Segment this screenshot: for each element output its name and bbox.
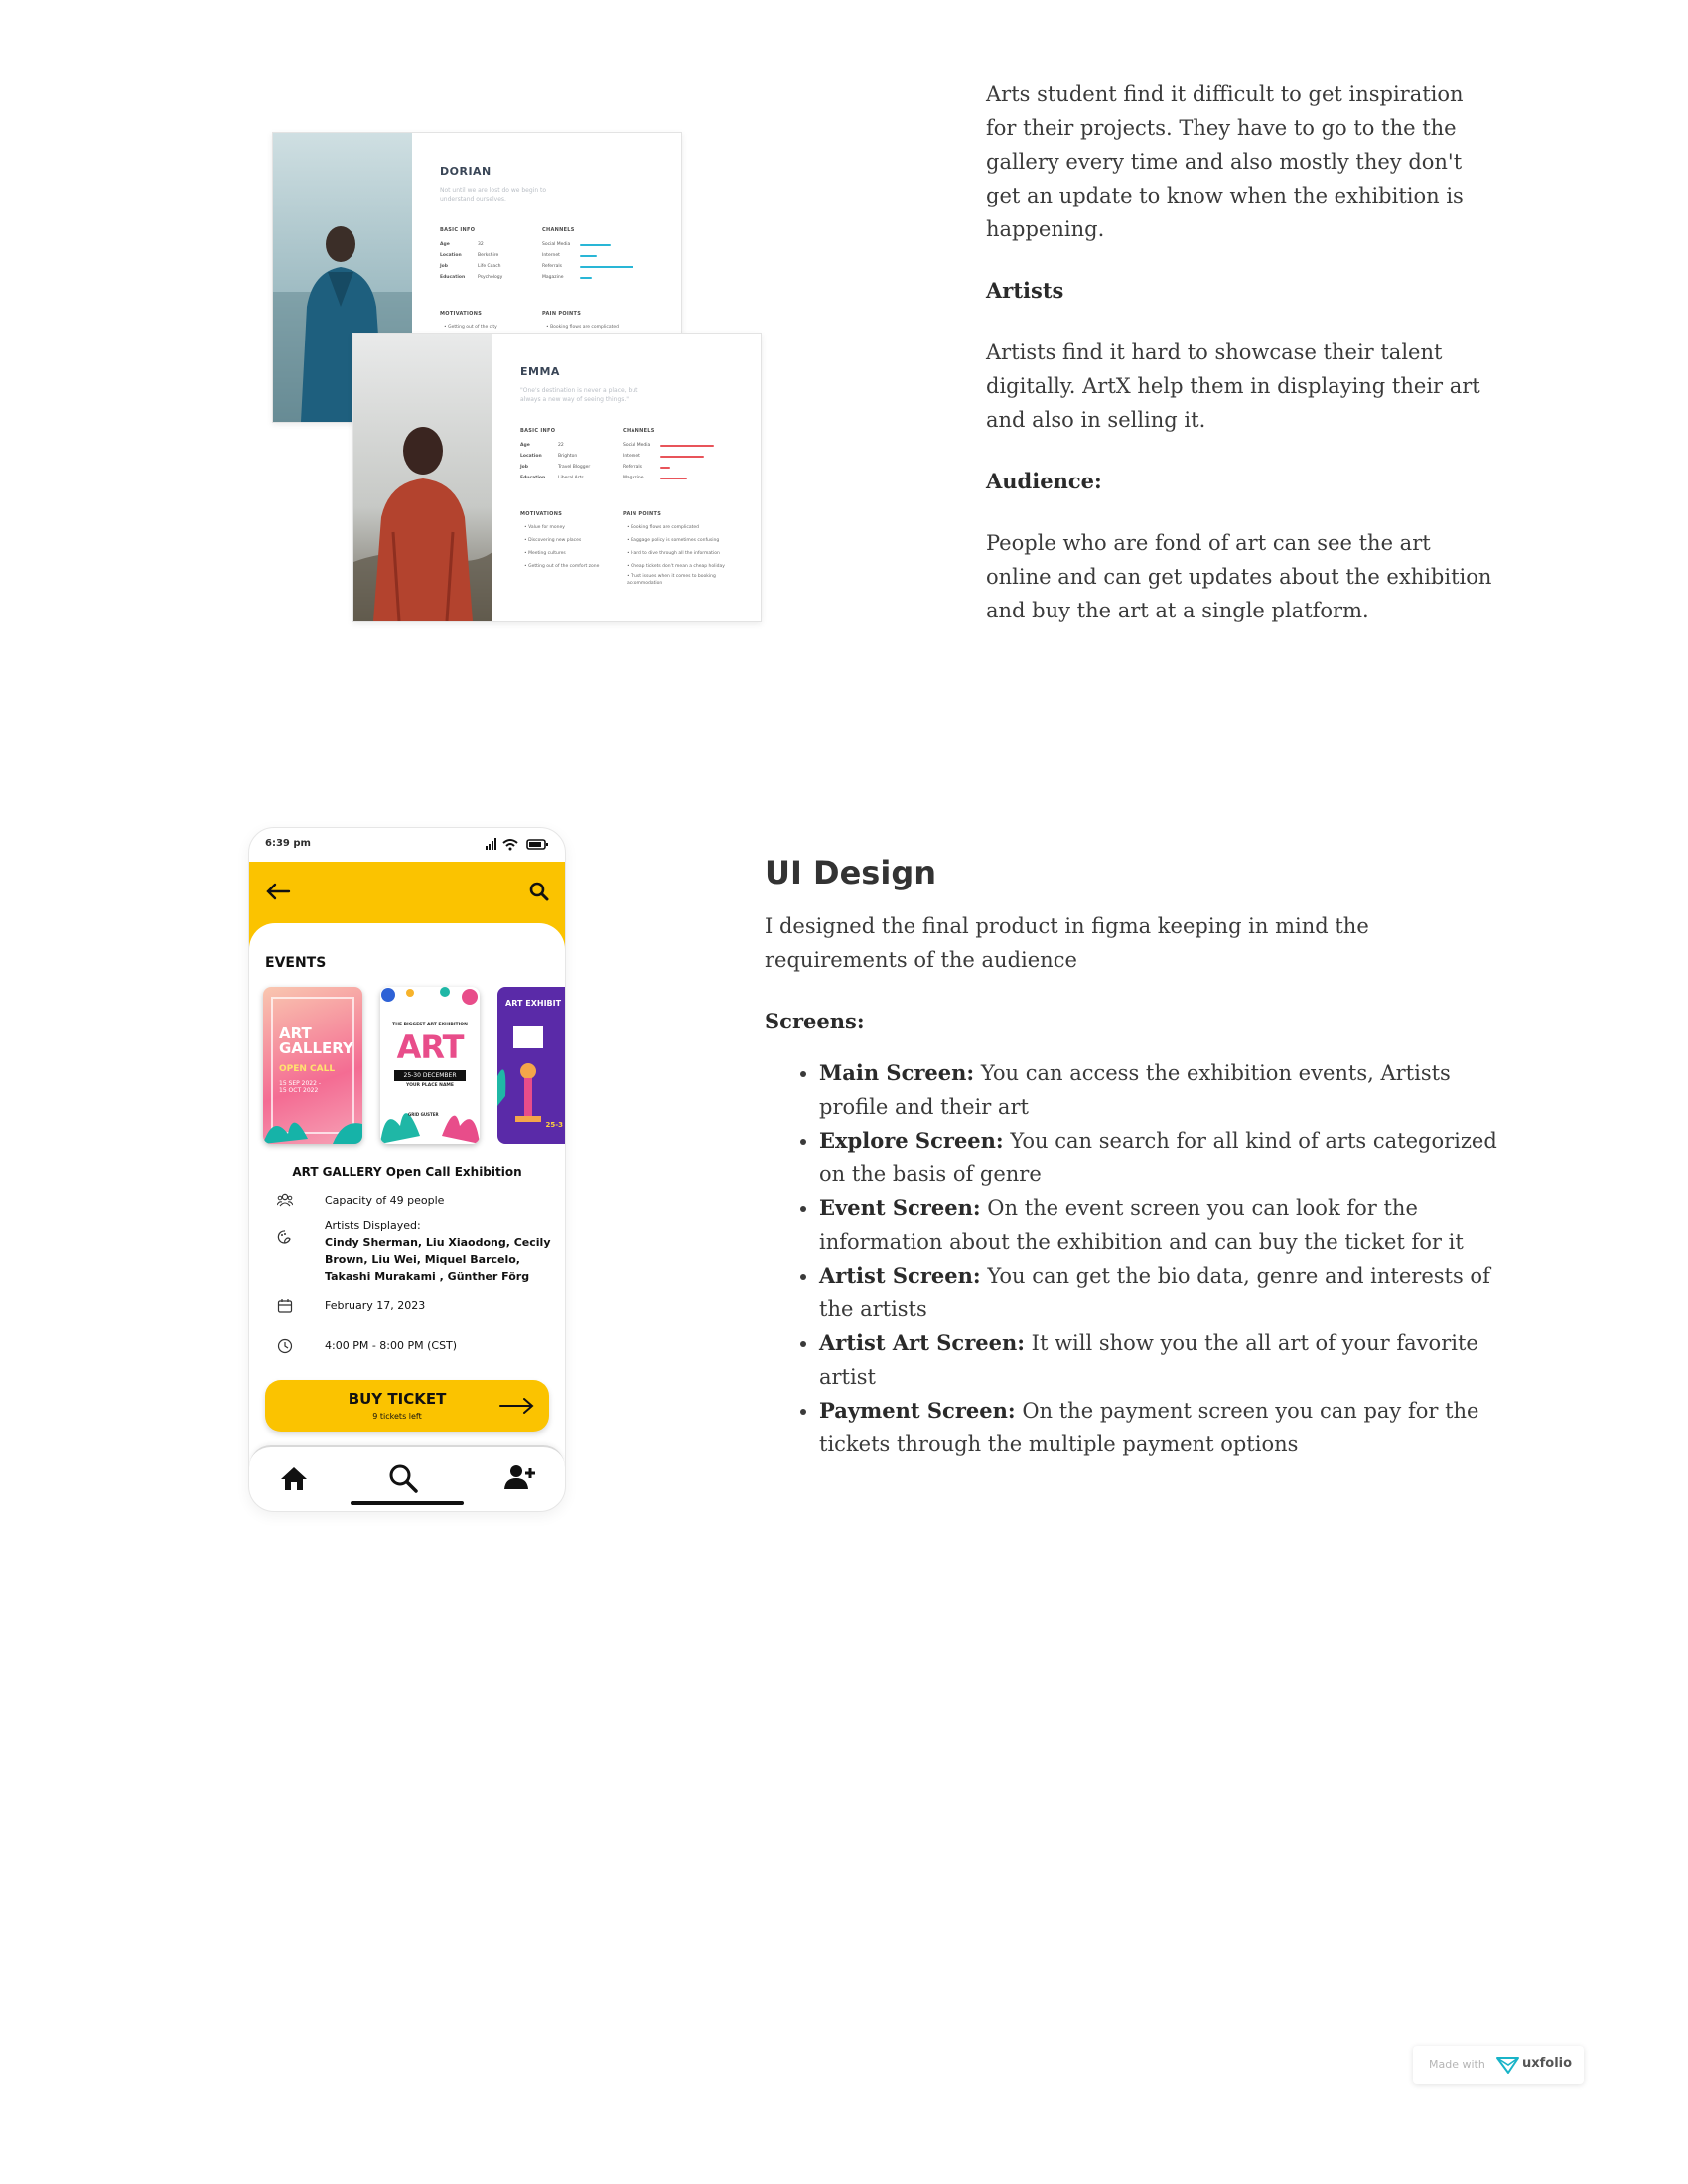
persona-name: EMMA bbox=[520, 365, 560, 378]
channel-level-bar bbox=[660, 467, 670, 469]
motivation-item: • Meeting cultures bbox=[524, 551, 566, 556]
channel-level-bar bbox=[580, 244, 611, 246]
pain-point-item: • Booking flows are complicated bbox=[546, 325, 620, 330]
tickets-left: 9 tickets left bbox=[372, 1412, 422, 1421]
channels-list bbox=[623, 440, 732, 483]
screen-item: • Payment Screen: On the payment screen you can pay for the tickets through the multiple payment options bbox=[819, 1394, 1499, 1461]
artists-list: Cindy Sherman, Liu Xiaodong, Cecily Brown, Liu Wei, Miquel Barcelo, Takashi Murakami , Günther Förg bbox=[325, 1236, 551, 1283]
add-user-icon[interactable] bbox=[503, 1463, 537, 1491]
audience-paragraph: People who are fond of art can see the art online and can get updates about the exhibition and buy the art at a single platform. bbox=[986, 531, 1492, 622]
motivation-item: • Discovering new places bbox=[524, 538, 582, 543]
channels-label: CHANNELS bbox=[623, 428, 655, 434]
basic-info-label: BASIC INFO bbox=[520, 428, 556, 434]
made-with-uxfolio-badge[interactable] bbox=[1413, 2046, 1584, 2084]
pain-point-item: • Baggage policy is sometimes confusing bbox=[627, 538, 720, 543]
search-nav-icon[interactable] bbox=[388, 1463, 418, 1493]
poster2-top: THE BIGGEST ART EXHIBITION bbox=[392, 1023, 468, 1027]
screens-list bbox=[765, 1056, 1499, 1461]
event-poster-art-exhibit[interactable] bbox=[497, 987, 565, 1144]
channel-row: Magazine bbox=[542, 272, 651, 283]
motivation-item: • Getting out of the city bbox=[444, 325, 497, 330]
basic-row: Education Liberal Arts bbox=[520, 476, 584, 480]
screen-item: • Event Screen: On the event screen you can look for the information about the exhibition and can buy the ticket for it bbox=[819, 1191, 1499, 1259]
poster2-place: YOUR PLACE NAME bbox=[405, 1083, 454, 1088]
people-icon bbox=[277, 1193, 293, 1207]
basic-info-label: BASIC INFO bbox=[440, 227, 476, 233]
channel-level-bar bbox=[580, 277, 592, 279]
channel-level-bar bbox=[580, 266, 633, 268]
palette-icon bbox=[277, 1229, 293, 1245]
poster3-title: ART EXHIBIT bbox=[505, 999, 562, 1008]
phone-mockup bbox=[248, 827, 566, 1512]
channel-level-bar bbox=[660, 445, 714, 447]
pain-point-item: • Trust issues when it comes to booking accommodation bbox=[627, 574, 716, 586]
screen-item: • Artist Art Screen: It will show you the all art of your favorite artist bbox=[819, 1326, 1499, 1394]
channel-level-bar bbox=[660, 456, 704, 458]
status-time: 6:39 pm bbox=[265, 838, 311, 849]
arrow-right-icon bbox=[499, 1397, 535, 1415]
buy-ticket-label: BUY TICKET bbox=[348, 1390, 447, 1408]
persona-name: DORIAN bbox=[440, 165, 492, 178]
channel-row: Social Media bbox=[542, 239, 651, 250]
basic-row: Age 32 bbox=[440, 242, 484, 247]
artists-heading: Artists bbox=[986, 278, 1064, 303]
poster2-title: ART bbox=[396, 1028, 464, 1066]
poster1-sub: OPEN CALL bbox=[279, 1064, 336, 1074]
channel-level-bar bbox=[660, 478, 687, 479]
basic-row: Education Psychology bbox=[440, 275, 503, 280]
event-poster-art-exhibition[interactable] bbox=[380, 987, 480, 1144]
home-icon[interactable] bbox=[279, 1465, 309, 1491]
poster2-buy: GRID GUSTER bbox=[408, 1112, 439, 1117]
poster3-date: 25-3 bbox=[545, 1121, 563, 1129]
persona-quote: Not until we are lost do we begin to understand ourselves. bbox=[440, 187, 547, 203]
search-icon[interactable] bbox=[529, 882, 549, 901]
screen-item: • Main Screen: You can access the exhibition events, Artists profile and their art bbox=[819, 1056, 1499, 1124]
back-arrow-icon[interactable] bbox=[265, 882, 291, 901]
event-time: 4:00 PM - 8:00 PM (CST) bbox=[325, 1339, 458, 1352]
basic-row: Location Brighton bbox=[520, 454, 578, 459]
channel-row: Magazine bbox=[623, 473, 732, 483]
calendar-icon bbox=[277, 1298, 293, 1314]
event-date: February 17, 2023 bbox=[325, 1299, 426, 1312]
events-title: EVENTS bbox=[265, 955, 327, 971]
status-icons bbox=[486, 837, 551, 851]
poster1-title: ART bbox=[279, 1024, 312, 1042]
ui-design-intro: I designed the final product in figma keeping in mind the requirements of the audience bbox=[765, 914, 1369, 972]
bottom-nav bbox=[249, 1445, 565, 1512]
poster1-title2: GALLERY bbox=[279, 1039, 353, 1057]
uxfolio-brand: uxfolio bbox=[1522, 2056, 1573, 2071]
ui-design-heading: UI Design bbox=[765, 854, 936, 891]
basic-row: Location Berkshire bbox=[440, 253, 499, 258]
event-title: ART GALLERY Open Call Exhibition bbox=[292, 1165, 522, 1179]
artists-displayed bbox=[325, 1217, 553, 1285]
audience-heading: Audience: bbox=[986, 469, 1102, 493]
made-with-text: Made with bbox=[1429, 2058, 1485, 2071]
channel-row: Social Media bbox=[623, 440, 732, 451]
uxfolio-logo-icon bbox=[1496, 2056, 1520, 2074]
motivation-item: • Getting out of the comfort zone bbox=[524, 564, 600, 569]
intro-text-block bbox=[986, 77, 1492, 655]
screen-item: • Explore Screen: You can search for all kind of arts categorized on the basis of genre bbox=[819, 1124, 1499, 1191]
persona-quote: "One's destination is never a place, but always a new way of seeing things." bbox=[520, 387, 638, 403]
channel-row: Referrals bbox=[623, 462, 732, 473]
pain-points-label: PAIN POINTS bbox=[623, 511, 662, 517]
basic-row: Job Travel Blogger bbox=[520, 465, 591, 470]
channel-row: Referrals bbox=[542, 261, 651, 272]
persona-card-emma bbox=[352, 333, 762, 622]
motivation-item: • Value for money bbox=[524, 525, 565, 530]
channels-list bbox=[542, 239, 651, 283]
channels-label: CHANNELS bbox=[542, 227, 575, 233]
pain-point-item: • Hard to dive through all the information bbox=[627, 551, 720, 556]
event-poster-art-gallery[interactable] bbox=[263, 987, 362, 1144]
pain-point-item: • Booking flows are complicated bbox=[627, 525, 700, 530]
pain-points-label: PAIN POINTS bbox=[542, 311, 582, 317]
buy-ticket-button[interactable] bbox=[265, 1380, 549, 1432]
active-tab-indicator bbox=[351, 1501, 464, 1505]
basic-row: Age 22 bbox=[520, 443, 564, 448]
pain-point-item: • Cheap tickets don't mean a cheap holiday bbox=[627, 564, 725, 569]
persona-photo-emma bbox=[353, 334, 492, 621]
channel-row: Internet bbox=[542, 250, 651, 261]
clock-icon bbox=[277, 1338, 293, 1354]
capacity-text: Capacity of 49 people bbox=[325, 1194, 445, 1207]
basic-row: Job Life Coach bbox=[440, 264, 501, 269]
channel-level-bar bbox=[580, 255, 597, 257]
screen-item: • Artist Screen: You can get the bio data, genre and interests of the artists bbox=[819, 1259, 1499, 1326]
ui-design-section bbox=[765, 854, 1499, 1461]
motivations-label: MOTIVATIONS bbox=[520, 511, 563, 517]
poster1-dates: 15 SEP 2022 - 15 OCT 2022 bbox=[279, 1080, 322, 1094]
screens-label: Screens: bbox=[765, 1009, 865, 1033]
students-paragraph: Arts student find it difficult to get inspiration for their projects. They have to go to the the gallery every time and also mostly they don't get an update to know when the exhibition is happening. bbox=[986, 82, 1464, 241]
channel-row: Internet bbox=[623, 451, 732, 462]
artists-paragraph: Artists find it hard to showcase their talent digitally. ArtX help them in displaying their art and also in selling it. bbox=[986, 341, 1480, 432]
motivations-label: MOTIVATIONS bbox=[440, 311, 483, 317]
artists-label: Artists Displayed: bbox=[325, 1219, 421, 1232]
poster2-date: 25-30 DECEMBER bbox=[394, 1070, 466, 1081]
